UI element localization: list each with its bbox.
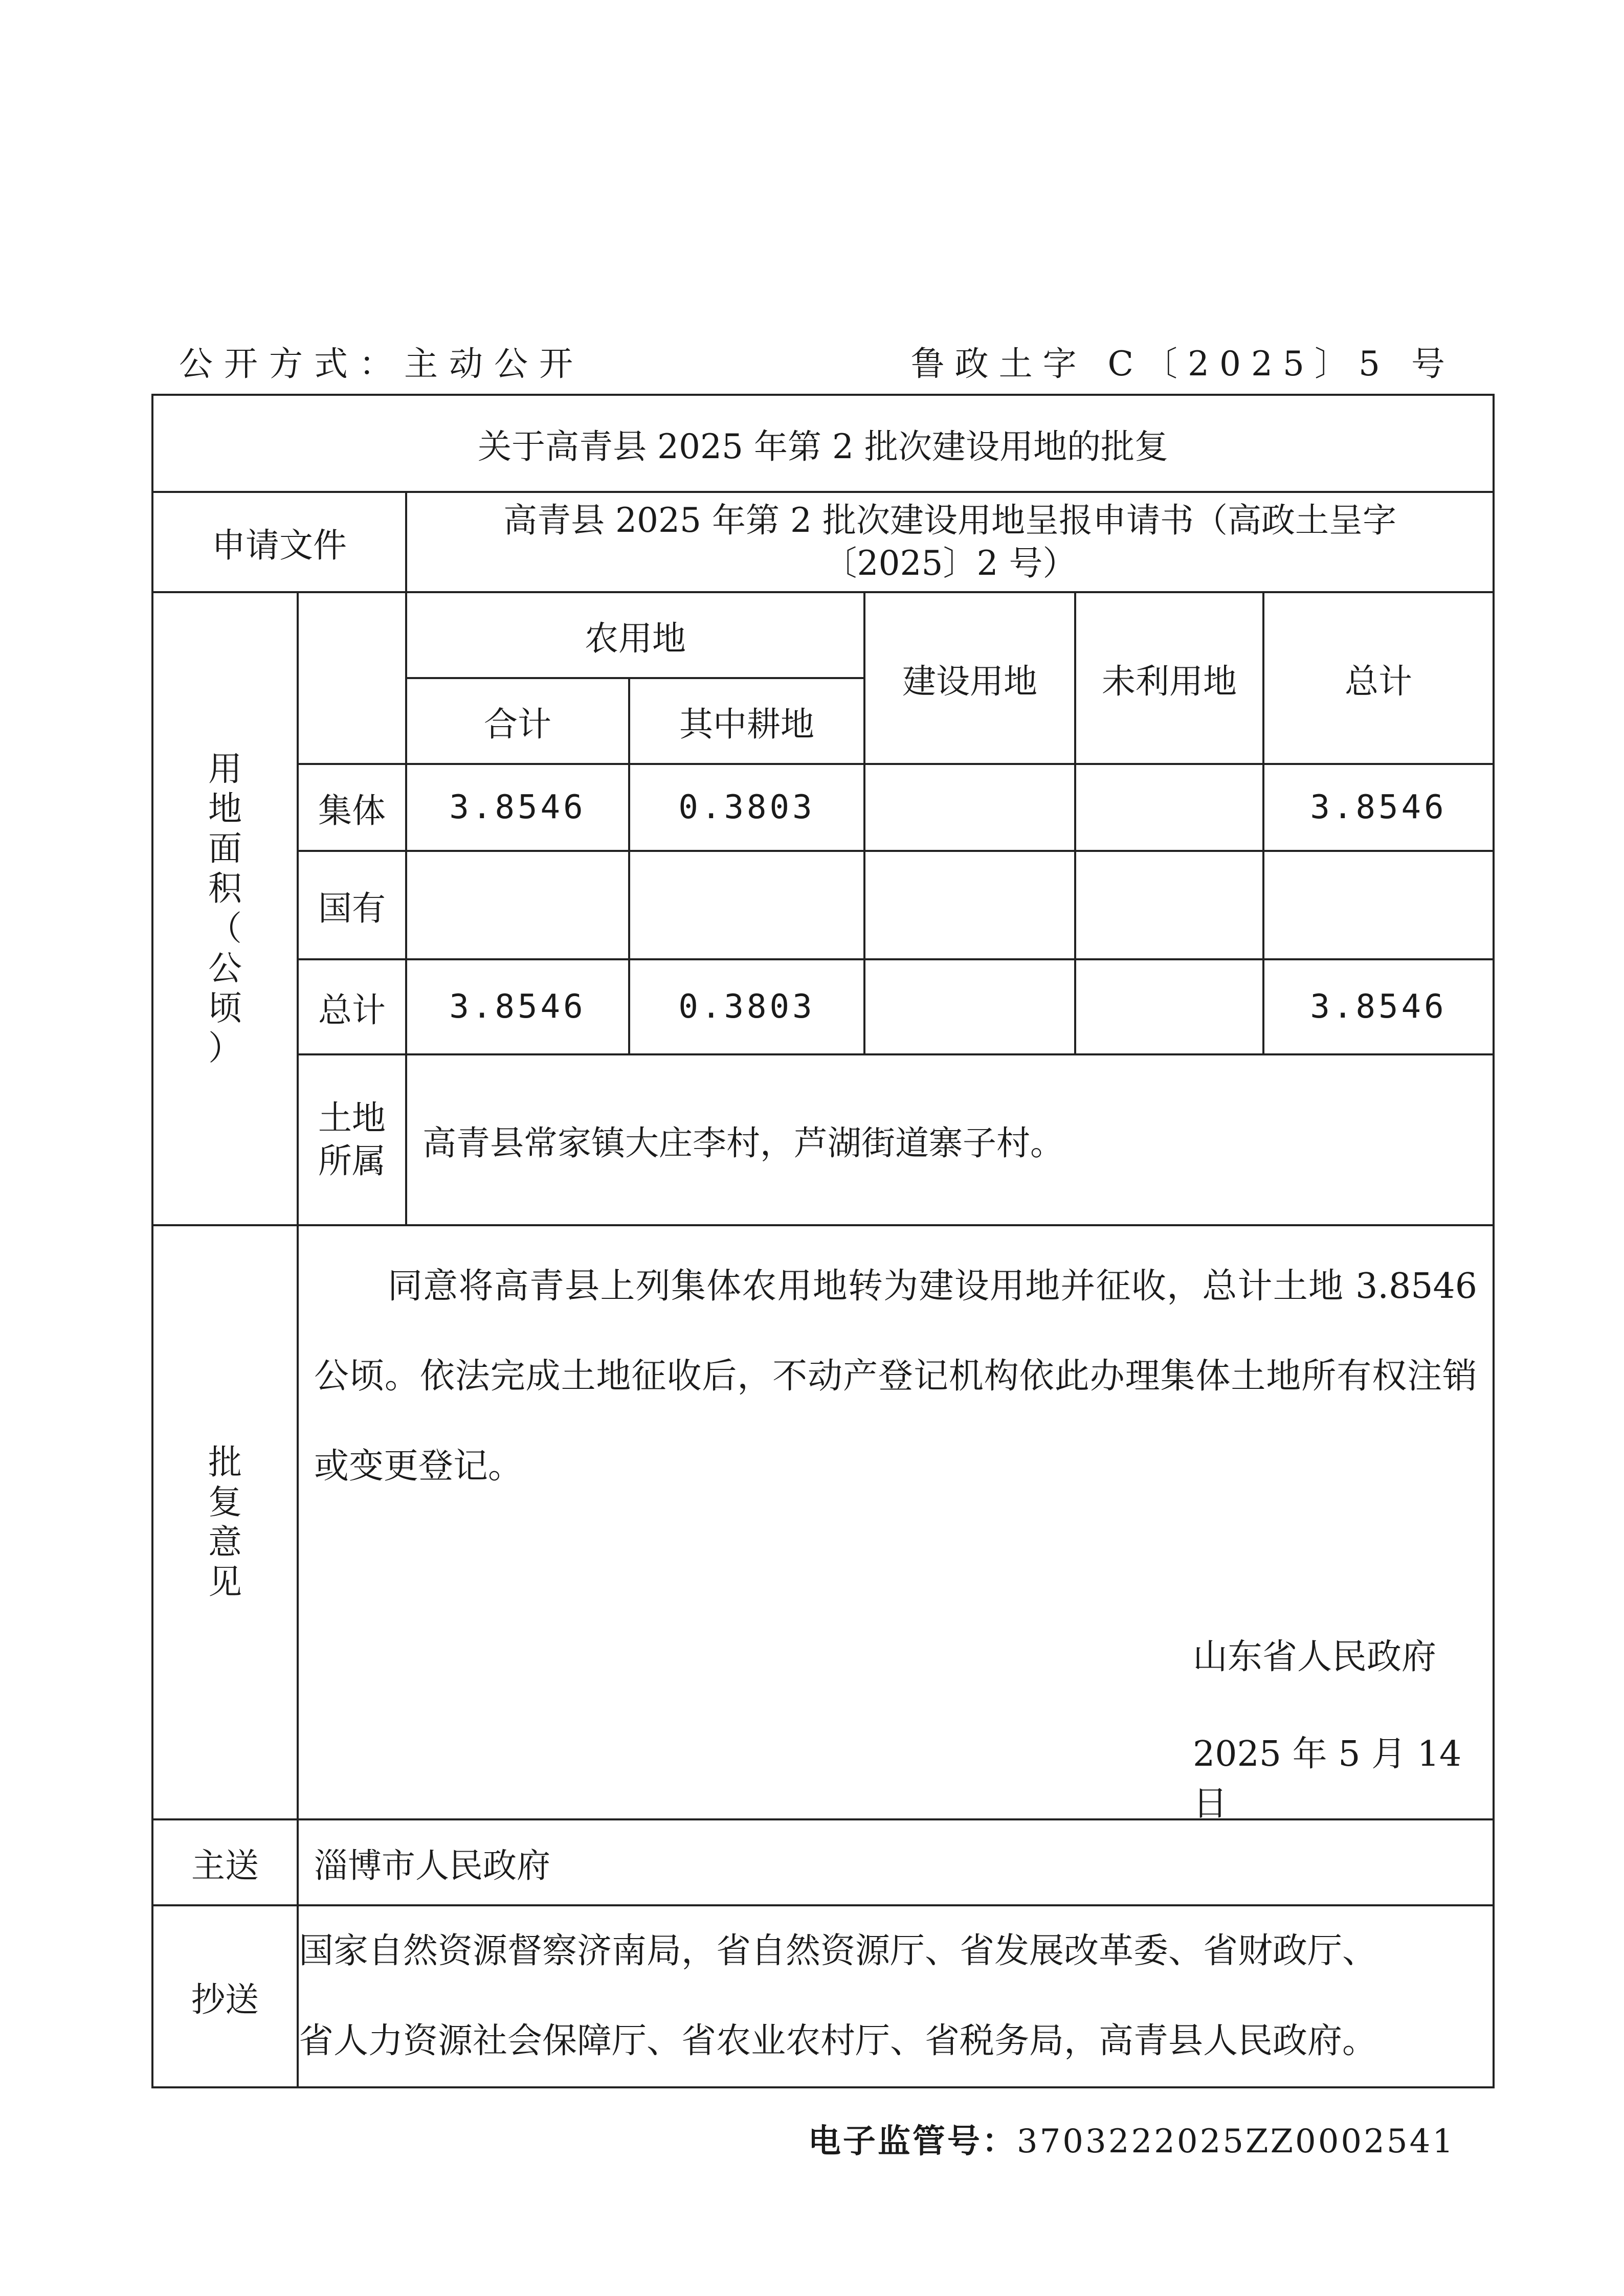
cc-line: 省人力资源社会保障厅、省农业农村厅、省税务局，高青县人民政府。 <box>299 2021 1377 2061</box>
table-row <box>152 959 1494 1054</box>
application-label: 申请文件 <box>152 492 406 592</box>
unused-value <box>1075 764 1263 851</box>
area-section-label: 用 地 面 积 （ 公 顷 ） <box>152 592 298 1225</box>
application-value: 高青县 2025 年第 2 批次建设用地呈报申请书（高政土呈字〔2025〕2 号） <box>406 492 1494 592</box>
cc-label: 抄送 <box>152 1905 298 2087</box>
construction-value <box>864 851 1075 959</box>
cc-value <box>298 1905 1494 2087</box>
disclosure-mode: 公开方式：主动公开 <box>179 344 584 384</box>
agri-arable-value <box>629 851 864 959</box>
agri-total-header: 合计 <box>406 678 629 764</box>
approval-text: 同意将高青县上列集体农用地转为建设用地并征收，总计土地 3.8546 公顷。依法完成土地征收后，不动产登记机构依此办理集体土地所有权注销或变更登记。 <box>314 1266 1478 1487</box>
row-label: 总计 <box>298 959 406 1054</box>
send-to-label: 主送 <box>152 1819 298 1905</box>
total-header: 总计 <box>1263 592 1494 764</box>
send-to-value: 淄博市人民政府 <box>298 1819 1494 1905</box>
supervision-number <box>808 2115 1455 2162</box>
agri-total-value: 3.8546 <box>406 959 629 1054</box>
table-title: 关于高青县 2025 年第 2 批次建设用地的批复 <box>152 395 1494 492</box>
unused-value <box>1075 851 1263 959</box>
supervision-number-value: 3703222025ZZ0002541 <box>1016 2123 1455 2160</box>
agri-arable-value: 0.3803 <box>629 959 864 1054</box>
total-value: 3.8546 <box>1263 959 1494 1054</box>
document-header <box>179 339 1455 390</box>
row-label: 集体 <box>298 764 406 851</box>
approval-opinion-label: 批 复 意 见 <box>152 1225 298 1819</box>
blank-header-cell <box>298 592 406 764</box>
agri-total-value: 3.8546 <box>406 764 629 851</box>
approval-table <box>151 394 1495 2088</box>
row-label: 国有 <box>298 851 406 959</box>
signature-block <box>299 1512 1493 1824</box>
construction-value <box>864 764 1075 851</box>
agri-total-value <box>406 851 629 959</box>
construction-land-header: 建设用地 <box>864 592 1075 764</box>
agri-land-header: 农用地 <box>406 592 864 678</box>
total-value: 3.8546 <box>1263 764 1494 851</box>
table-row <box>152 764 1494 851</box>
unused-land-header: 未利用地 <box>1075 592 1263 764</box>
table-row <box>152 851 1494 959</box>
document-number: 鲁政土字 C〔2025〕5 号 <box>910 344 1455 384</box>
agri-arable-header: 其中耕地 <box>629 678 864 764</box>
unused-value <box>1075 959 1263 1054</box>
land-ownership-value: 高青县常家镇大庄李村，芦湖街道寨子村。 <box>406 1054 1494 1225</box>
agri-arable-value: 0.3803 <box>629 764 864 851</box>
total-value <box>1263 851 1494 959</box>
land-ownership-label: 土地 所属 <box>298 1054 406 1225</box>
construction-value <box>864 959 1075 1054</box>
issue-date: 2025 年 5 月 14 日 <box>1193 1734 1462 1824</box>
supervision-number-label: 电子监管号： <box>808 2123 1017 2160</box>
cc-line: 国家自然资源督察济南局，省自然资源厅、省发展改革委、省财政厅、 <box>299 1931 1377 1971</box>
approval-opinion-cell <box>298 1225 1494 1824</box>
issuing-authority: 山东省人民政府 <box>1193 1637 1437 1677</box>
